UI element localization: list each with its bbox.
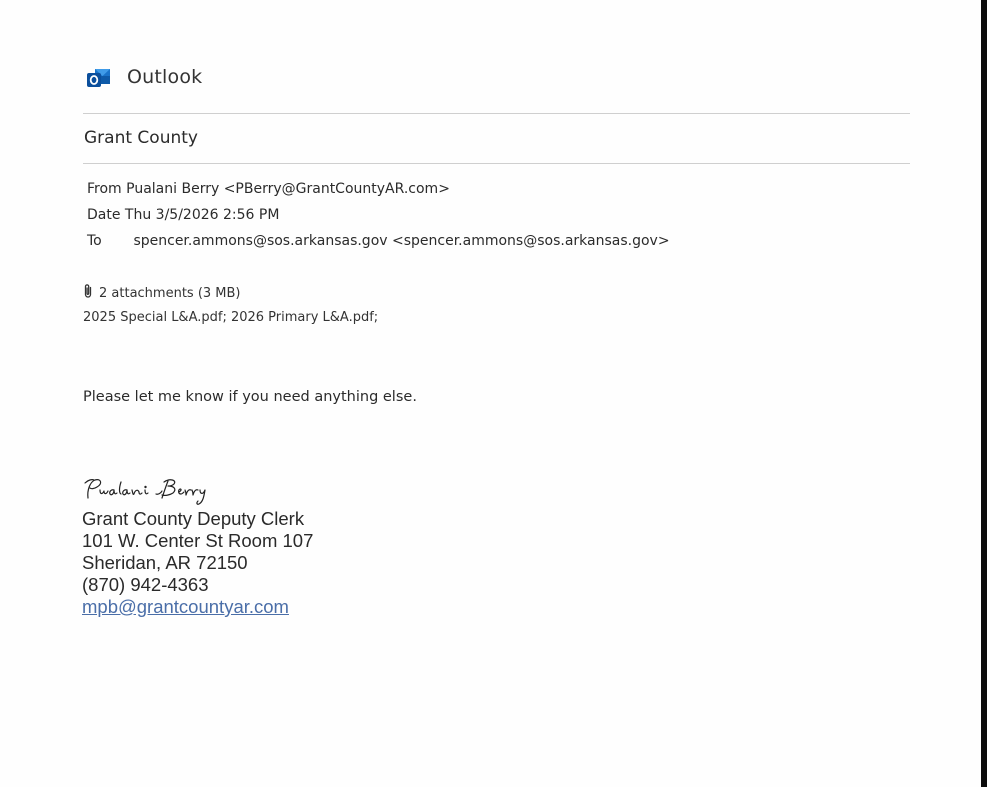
date-label: Date — [87, 207, 121, 223]
signature-title: Grant County Deputy Clerk — [82, 508, 305, 529]
page-edge — [981, 0, 987, 787]
from-value: Pualani Berry <PBerry@GrantCountyAR.com> — [126, 181, 450, 197]
date-row — [87, 207, 279, 223]
email-body: Please let me know if you need anything else. — [83, 389, 417, 405]
email-subject: Grant County — [84, 128, 198, 148]
signature-address-line1: 101 W. Center St Room 107 — [82, 530, 314, 551]
paperclip-icon — [83, 283, 99, 303]
signature-phone: (870) 942-4363 — [82, 574, 209, 595]
to-value: spencer.ammons@sos.arkansas.gov <spencer.ammons@sos.arkansas.gov> — [133, 233, 670, 249]
app-name: Outlook — [127, 66, 203, 88]
attachment-file-list: 2025 Special L&A.pdf; 2026 Primary L&A.pdf; — [83, 310, 379, 325]
attachments-count: 2 attachments (3 MB) — [99, 285, 241, 301]
to-label: To — [87, 233, 102, 249]
date-value: Thu 3/5/2026 2:56 PM — [124, 207, 280, 223]
signature-email-link[interactable]: mpb@grantcountyar.com — [82, 596, 289, 617]
attachments-summary — [83, 283, 241, 303]
divider — [83, 113, 910, 114]
to-row — [87, 233, 670, 249]
outlook-icon — [84, 62, 114, 92]
divider — [83, 163, 910, 164]
signature-address-line2: Sheridan, AR 72150 — [82, 552, 248, 573]
from-label: From — [87, 181, 122, 197]
from-row — [87, 181, 450, 197]
handwritten-signature — [82, 474, 232, 508]
signature-block — [82, 508, 313, 618]
app-header — [84, 60, 202, 94]
